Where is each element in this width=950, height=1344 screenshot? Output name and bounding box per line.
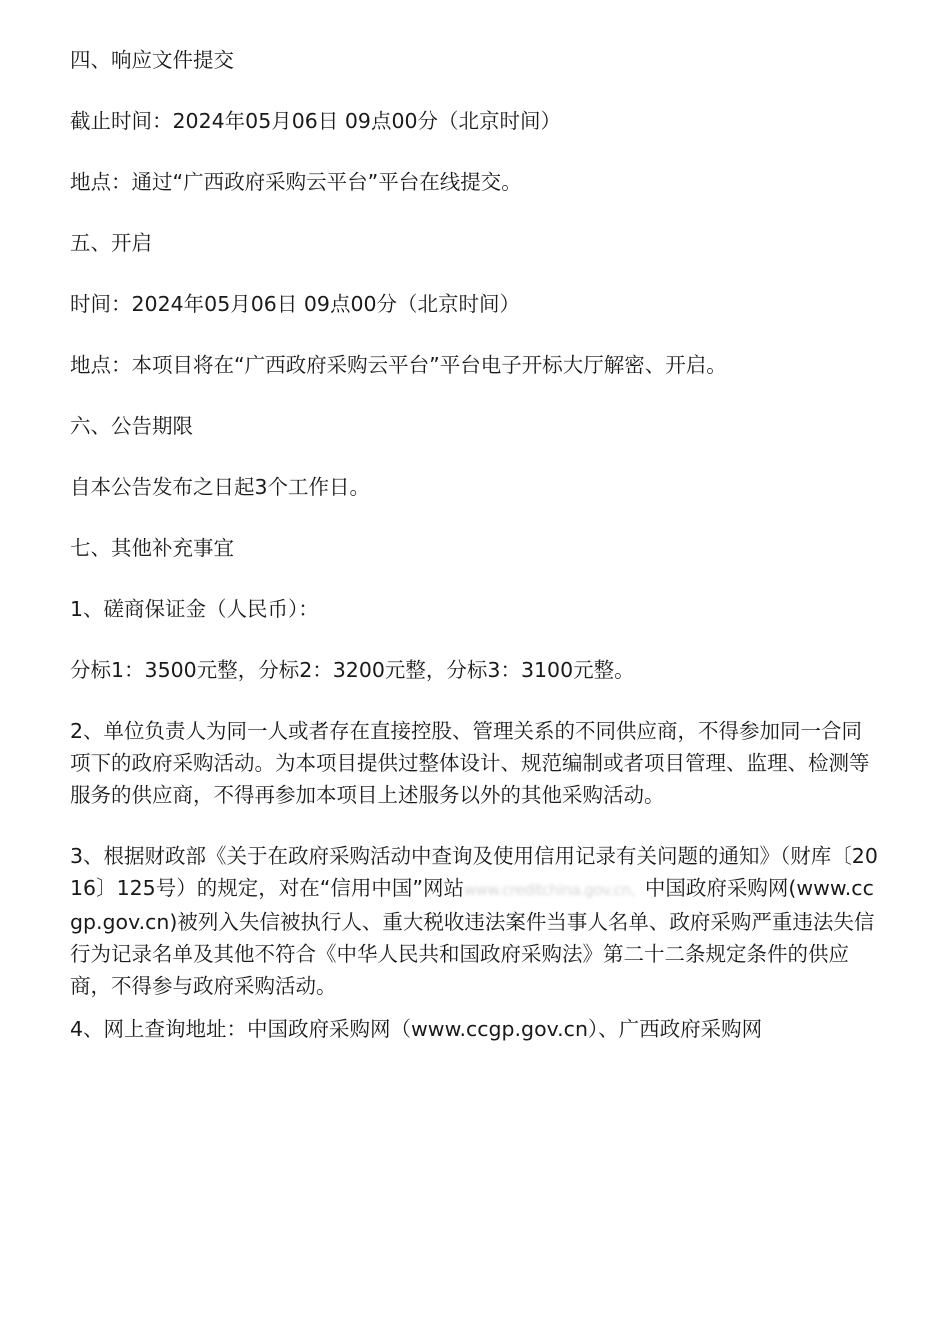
opening-time: 时间：2024年05月06日 09点00分（北京时间） — [70, 292, 521, 316]
blurred-website: www.creditchina.gov.cn、 — [463, 881, 645, 899]
document-page — [70, 44, 882, 1045]
query-address-partial: 4、网上查询地址：中国政府采购网（www.ccgp.gov.cn）、广西政府采购网 — [70, 1017, 763, 1041]
notice-period: 自本公告发布之日起3个工作日。 — [70, 475, 371, 499]
submission-location: 地点：通过“广西政府采购云平台”平台在线提交。 — [70, 170, 522, 194]
section-7-heading: 七、其他补充事宜 — [70, 536, 234, 560]
deposit-amounts: 分标1：3500元整，分标2：3200元整，分标3：3100元整。 — [70, 658, 635, 682]
truncated-line-container — [70, 1017, 882, 1045]
credit-rule-part-1: 3、根据财政部《关于在政府采购活动中查询及使用信用记录有关问题的通知》（财库〔2016〕125号）的规定，对在“信用中国”网站 — [70, 844, 878, 900]
section-6-heading: 六、公告期限 — [70, 414, 193, 438]
deposit-title: 1、磋商保证金（人民币）： — [70, 597, 319, 621]
credit-record-rule — [70, 840, 882, 1002]
supplier-restriction: 2、单位负责人为同一人或者存在直接控股、管理关系的不同供应商，不得参加同一合同项下的政府采购活动。为本项目提供过整体设计、规范编制或者项目管理、监理、检测等服务的供应商，不得再参加本项目上述服务以外的其他采购活动。 — [70, 719, 870, 807]
section-4-heading: 四、响应文件提交 — [70, 48, 234, 72]
credit-rule-part-2: 中国政府采购网(www.ccgp.gov.cn)被列入失信被执行人、重大税收违法案件当事人名单、政府采购严重违法失信行为记录名单及其他不符合《中华人民共和国政府采购法》第二十二条规定条件的供应商，不得参与政府采购活动。 — [70, 876, 875, 998]
submission-deadline: 截止时间：2024年05月06日 09点00分（北京时间） — [70, 109, 562, 133]
section-5-heading: 五、开启 — [70, 231, 152, 255]
opening-location: 地点：本项目将在“广西政府采购云平台”平台电子开标大厅解密、开启。 — [70, 353, 727, 377]
